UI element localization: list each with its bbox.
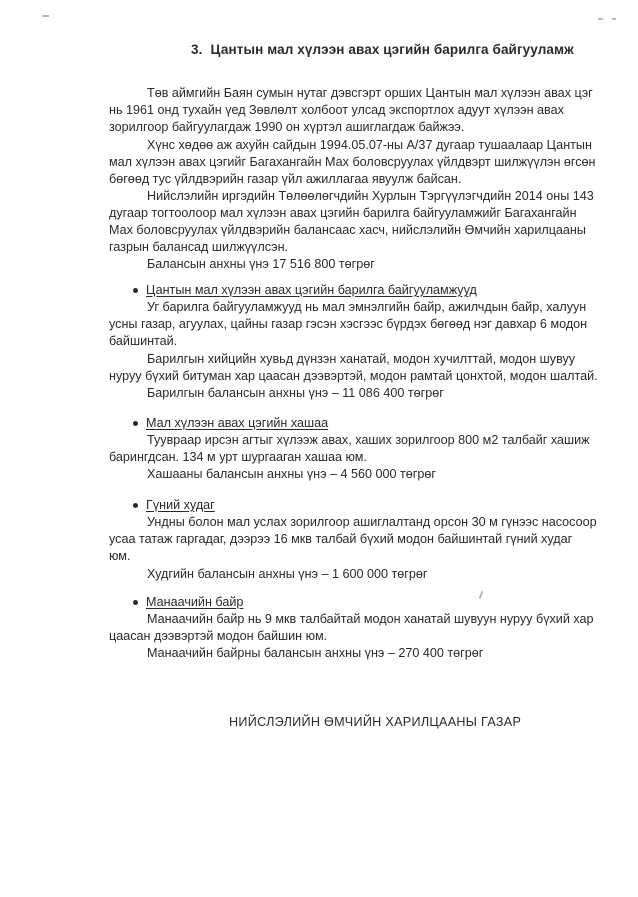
section-number: 3.: [191, 42, 203, 57]
subsection-heading: Мал хүлээн авах цэгийн хашаа: [146, 416, 329, 430]
balance-value: Хашааны балансын анхны үнэ – 4 560 000 төгрөг: [147, 467, 436, 481]
bullet-icon: [133, 288, 138, 293]
subsection-line: Уг барилга байгууламжууд нь мал эмнэлгийн байр, ажилчдын байр, халуун: [147, 300, 587, 314]
intro-line: Хүнс хөдөө аж ахуйн сайдын 1994.05.07-ны А/37 дугаар тушаалаар Цантын: [147, 138, 592, 152]
subsection-line: Тууврааp ирсэн агтыг хүлээж авах, хаших зорилгоор 800 м2 талбайг хашиж: [147, 433, 590, 447]
subsection-line: нуруу бүхий битуман хар цаасан дээвэртэй, модон рамтай цонхтой, модон шалтай.: [109, 369, 598, 383]
subsection-line: цаасан дээвэртэй модон байшин юм.: [109, 629, 328, 643]
intro-line: Мах боловсруулах үйлдвэрийн балансаас хасч, нийслэлийн Өмчийн харилцааны: [109, 223, 586, 237]
subsection-line: усны газар, агуулах, цайны газар гэсэн хэсгээс бүрдэх бөгөөд нэг давхар 6 модон: [109, 317, 588, 331]
subsection-line: Манаачийн байр нь 9 мкв талбайтай модон ханатай шувуун нуруу бүхий хар: [147, 612, 594, 626]
subsection-line: Ундны болон мал услах зорилгоор ашиглалтанд орсон 30 м гүнээс насосоор: [147, 515, 597, 529]
balance-value: Манаачийн байрны балансын анхны үнэ – 270 400 төгрөг: [147, 646, 484, 660]
bullet-icon: [133, 421, 138, 426]
subsection-heading: Гүний худаг: [146, 498, 215, 512]
intro-line: газрын балансад шилжүүлсэн.: [109, 240, 289, 254]
scan-speck: [479, 591, 484, 599]
bullet-icon: [133, 600, 138, 605]
balance-value: Балансын анхны үнэ 17 516 800 төгрөг: [147, 257, 375, 271]
intro-line: бөгөөд тус үйлдвэрийн газар үйл ажиллагаа явуулж байсан.: [109, 172, 462, 186]
scan-speck: [598, 18, 603, 20]
intro-line: зорилгоор байгуулагдаж 1990 он хүртэл ашиглагдаж байжээ.: [109, 120, 465, 134]
subsection-line: усаа татаж гаргадаг, дээрээ 16 мкв талбай бүхий модон байшинтай гүний худаг: [109, 532, 573, 546]
subsection-line: юм.: [109, 549, 131, 563]
balance-value: Худгийн балансын анхны үнэ – 1 600 000 төгрөг: [147, 567, 428, 581]
intro-line: нь 1961 онд тухайн үед Зөвлөлт холбоот улсад экспортлох адуут хүлээн авах: [109, 103, 564, 117]
section-title: [191, 42, 574, 57]
balance-value: Барилгын балансын анхны үнэ – 11 086 400 төгрөг: [147, 386, 444, 400]
intro-line: дугаар тогтоолоор мал хүлээн авах цэгийн барилга байгууламжийг Багахангайн: [109, 206, 577, 220]
bullet-icon: [133, 503, 138, 508]
subsection-heading: Манаачийн байр: [146, 595, 244, 609]
intro-line: мал хүлээн авах цэгийг Багахангайн Мах боловсруулах үйлдвэрт шилжүүлэн өгсөн: [109, 155, 596, 169]
intro-line: Төв аймгийн Баян сумын нутаг дэвсгэрт орших Цантын мал хүлээн авах цэг: [147, 86, 593, 100]
subsection-line: барингдсан. 134 м урт шургааган хашаа юм.: [109, 450, 367, 464]
subsection-heading: Цантын мал хүлээн авах цэгийн барилга байгууламжууд: [146, 283, 477, 297]
subsection-line: байшинтай.: [109, 334, 178, 348]
subsection-line: Барилгын хийцийн хувьд дүнзэн ханатай, модон хучилттай, модон шувуу: [147, 352, 576, 366]
section-title-text: Цантын мал хүлээн авах цэгийн барилга байгууламж: [210, 42, 574, 57]
scan-speck: [42, 15, 49, 17]
intro-line: Нийслэлийн иргэдийн Төлөөлөгчдийн Хурлын Тэргүүлэгчдийн 2014 оны 143: [147, 189, 594, 203]
scan-speck: [612, 18, 616, 20]
organization-signature: НИЙСЛЭЛИЙН ӨМЧИЙН ХАРИЛЦААНЫ ГАЗАР: [229, 715, 522, 729]
